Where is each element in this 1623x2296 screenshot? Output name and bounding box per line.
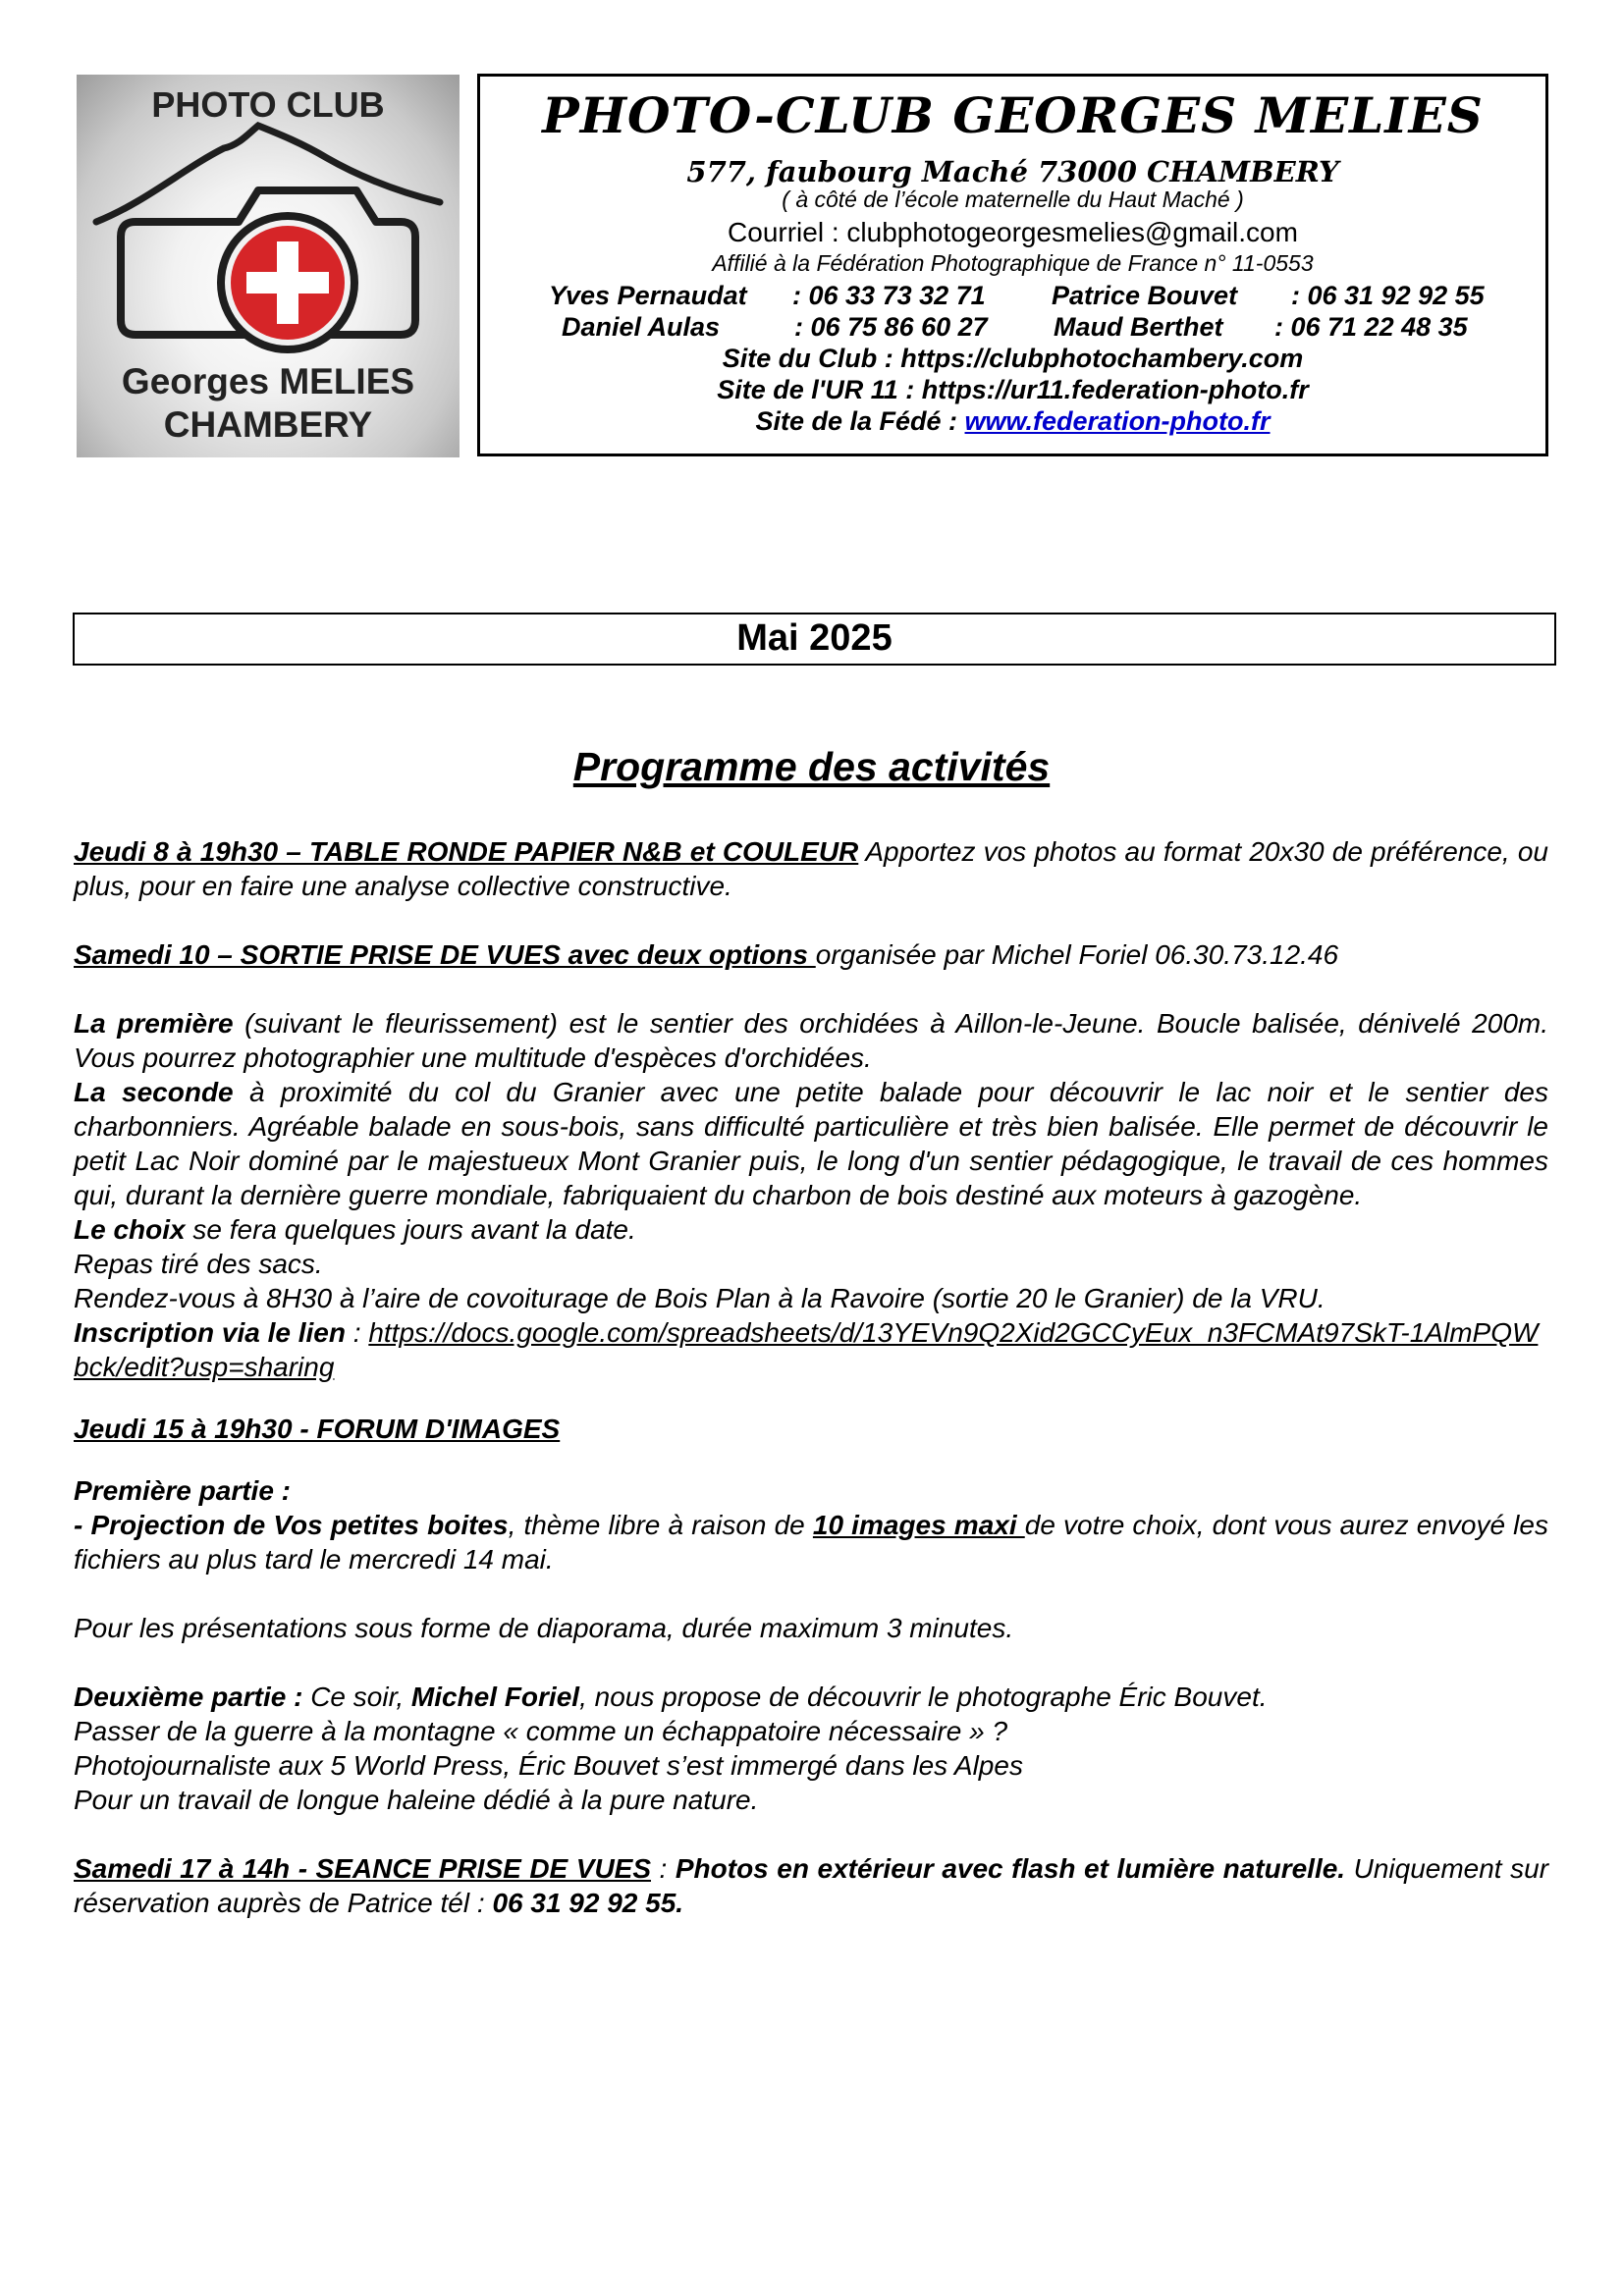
event-3-title: Jeudi 15 à 19h30 - FORUM D'IMAGES	[74, 1414, 561, 1444]
event-3-part1-mid: , thème libre à raison de	[508, 1510, 813, 1540]
event-4-phone: 06 31 92 92 55.	[492, 1888, 684, 1918]
site-club[interactable]: Site du Club : https://clubphotochambery.com	[722, 344, 1304, 373]
event-1-title: Jeudi 8 à 19h30 – TABLE RONDE PAPIER N&B et COULEUR	[74, 836, 859, 867]
event-4-sep: :	[651, 1853, 676, 1884]
contact-name: Daniel Aulas	[562, 312, 721, 342]
event-2-choice-label: Le choix	[74, 1214, 186, 1245]
event-2-first-text: (suivant le fleurissement) est le sentier des orchidées à Aillon-le-Jeune. Boucle balisée, dénivelé 200m. Vous pourrez photographier une multitude d'espèces d'orchidées.	[74, 1008, 1548, 1073]
event-2-choice-text: se fera quelques jours avant la date.	[185, 1214, 636, 1245]
event-2-second-label: La seconde	[74, 1077, 234, 1107]
event-2-inscription-label: Inscription via le lien	[74, 1317, 346, 1348]
event-3-part1-end: de votre choix, dont vous aurez envoyé les fichiers au plus tard le mercredi 14 mai.	[74, 1510, 1548, 1575]
event-3-part2	[74, 1680, 1548, 1714]
logo-name-text: Georges MELIES	[121, 361, 415, 401]
event-3-part1	[74, 1508, 1548, 1576]
contact-phone: : 06 71 22 48 35	[1274, 312, 1468, 342]
event-2-inscription-sep: :	[345, 1317, 369, 1348]
logo-city-text: CHAMBERY	[163, 404, 373, 445]
club-logo	[77, 75, 460, 457]
event-2-first-option	[74, 1006, 1548, 1075]
logo-top-text: PHOTO CLUB	[151, 84, 385, 125]
event-2-second-option	[74, 1075, 1548, 1212]
contact-phone: : 06 33 73 32 71	[792, 281, 986, 310]
event-3	[74, 1412, 1548, 1446]
contact-name: Maud Berthet	[1054, 312, 1223, 342]
event-3-part2-b: , nous propose de découvrir le photographe Éric Bouvet.	[579, 1682, 1268, 1712]
event-2-meal: Repas tiré des sacs.	[74, 1249, 323, 1279]
event-2-meeting: Rendez-vous à 8H30 à l’aire de covoiturage de Bois Plan à la Ravoire (sortie 20 le Granier) de la VRU.	[74, 1283, 1325, 1313]
event-1	[74, 834, 1548, 903]
event-2-title: Samedi 10 – SORTIE PRISE DE VUES avec deux options	[74, 939, 816, 970]
event-2-choice	[74, 1212, 1548, 1247]
event-2	[74, 937, 1548, 972]
event-2-text: organisée par Michel Foriel 06.30.73.12.46	[815, 939, 1339, 970]
contact-name: Yves Pernaudat	[549, 281, 747, 310]
club-header	[477, 74, 1548, 456]
event-3-line3: Photojournaliste aux 5 World Press, Éric Bouvet s’est immergé dans les Alpes	[74, 1750, 1023, 1781]
club-address: 577, faubourg Maché 73000 CHAMBERY	[686, 155, 1339, 188]
event-3-line2: Passer de la guerre à la montagne « comme un échappatoire nécessaire » ?	[74, 1716, 1008, 1746]
event-3-part2-name: Michel Foriel	[410, 1682, 580, 1712]
event-2-first-label: La première	[74, 1008, 234, 1039]
club-name: PHOTO-CLUB GEORGES MELIES	[542, 86, 1484, 144]
event-3-line4: Pour un travail de longue haleine dédié à la pure nature.	[74, 1785, 759, 1815]
program-title: Programme des activités	[572, 744, 1051, 789]
event-1-text: Apportez vos photos au format 20x30 de préférence, ou plus, pour en faire une analyse collective constructive.	[74, 836, 1548, 901]
event-2-second-text: à proximité du col du Granier avec une petite balade pour découvrir le lac noir et le sentier des charbonniers. Agréable balade en sous-bois, sans difficulté particulière et très bien balisée. Elle permet de découvrir le petit Lac Noir dominé par le majestueux Mont Granier puis, le long d'un sentier pédagogique, le travail de ces hommes qui, durant la dernière guerre mondiale, fabriquaient du charbon de bois destiné aux moteurs à gazogène.	[74, 1077, 1548, 1210]
event-3-part1-label: Première partie :	[74, 1475, 291, 1506]
event-3-part1-dash: - Projection de	[74, 1510, 274, 1540]
event-4-text: Uniquement sur réservation auprès de Patrice tél :	[74, 1853, 1549, 1918]
event-2-inscription-link[interactable]: https://docs.google.com/spreadsheets/d/13YEVn9Q2Xid2GCCyEux_n3FCMAt97SkT-1AlmPQWbck/edit?usp=sharing	[74, 1317, 1539, 1382]
club-location-note: ( à côté de l’école maternelle du Haut Maché )	[782, 187, 1244, 212]
event-3-diaporama: Pour les présentations sous forme de diaporama, durée maximum 3 minutes.	[74, 1613, 1014, 1643]
site-ur11[interactable]: Site de l'UR 11 : https://ur11.federation-photo.fr	[717, 375, 1309, 404]
event-2-inscription	[74, 1315, 1548, 1384]
contact-phone: : 06 31 92 92 55	[1291, 281, 1485, 310]
event-4-bold: Photos en extérieur avec flash et lumière naturelle.	[675, 1853, 1346, 1884]
event-4-title: Samedi 17 à 14h - SEANCE PRISE DE VUES	[74, 1853, 652, 1884]
event-3-part2-label: Deuxième partie :	[74, 1682, 303, 1712]
club-affiliation: Affilié à la Fédération Photographique de France n° 11-0553	[712, 250, 1314, 276]
event-3-part1-bold: Vos petites boites	[273, 1510, 509, 1540]
contact-name: Patrice Bouvet	[1052, 281, 1238, 310]
month-banner: Mai 2025	[73, 613, 1556, 666]
site-fede	[480, 406, 1545, 437]
site-fede-label: Site de la Fédé :	[755, 406, 965, 436]
site-fede-link[interactable]: www.federation-photo.fr	[964, 406, 1271, 436]
program-body	[74, 834, 1548, 1920]
event-3-part1-max: 10 images maxi	[812, 1510, 1025, 1540]
event-4	[74, 1851, 1548, 1920]
club-email[interactable]: Courriel : clubphotogeorgesmelies@gmail.com	[728, 217, 1298, 247]
event-3-part2-a: Ce soir,	[302, 1682, 411, 1712]
contact-phone: : 06 75 86 60 27	[794, 312, 988, 342]
